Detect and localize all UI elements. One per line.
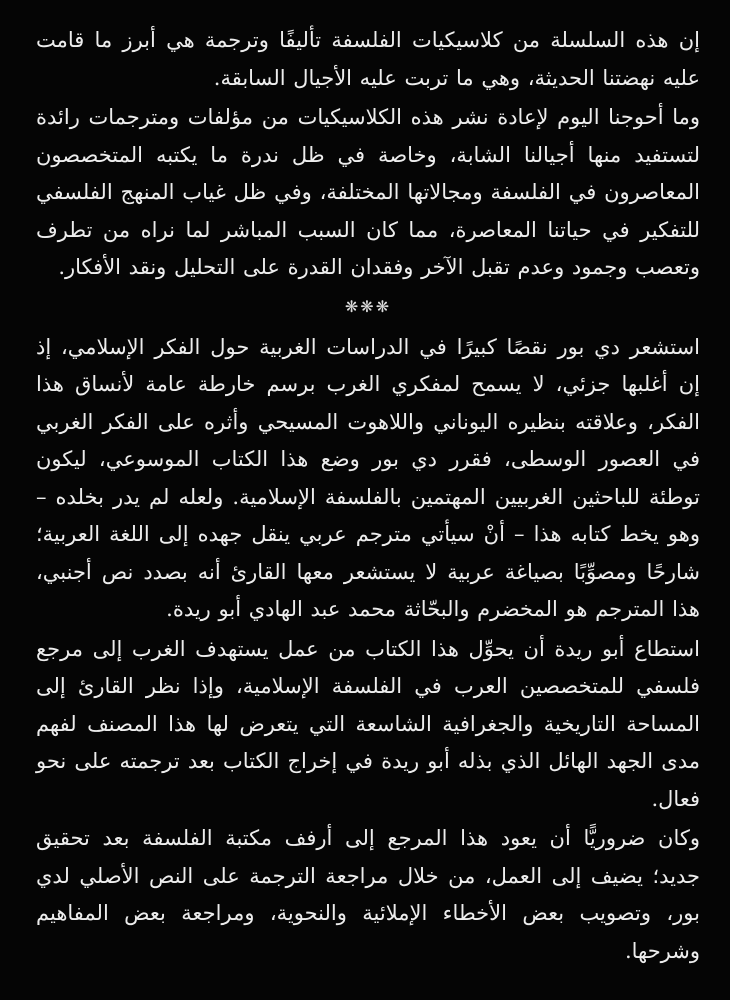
body-paragraph-3: وكان ضروريًّا أن يعود هذا المرجع إلى أرفف مكتبة الفلسفة بعد تحقيق جديد؛ يضيف إلى العمل، من خلال مراجعة الترجمة على النص الأصلي لدي بور، وتصويب بعض الأخطاء الإملائية والنحوية، ومراجعة بعض المفاهيم وشرحها. [36, 826, 700, 963]
body-paragraph-1: استشعر دي بور نقصًا كبيرًا في الدراسات الغربية حول الفكر الإسلامي، إذ إن أغلبها جزئي، لا يسمح لمفكري الغرب برسم خارطة عامة لأنساق هذا الفكر، وعلاقته بنظيره اليوناني واللاهوت المسيحي وأثره على الفكر الغربي في العصور الوسطى، فقرر دي بور وضع هذا الكتاب الموسوعي، ليكون توطئة للباحثين الغربيين المهتمين بالفلسفة الإسلامية. ولعله لم يدر بخلده – وهو يخط كتابه هذا – أنْ سيأتي مترجم عربي ينقل جهده إلى اللغة العربية؛ شارحًا ومصوِّبًا بصياغة عربية لا يستشعر معها القارئ أنه بصدد نص أجنبي، هذا المترجم هو المخضرم والبحّاثة محمد عبد الهادي أبو ريدة. [36, 334, 700, 621]
body-paragraph-2: استطاع أبو ريدة أن يحوِّل هذا الكتاب من عمل يستهدف الغرب إلى مرجع فلسفي للمتخصصين العرب في الفلسفة الإسلامية، وإذا نظر القارئ إلى المساحة التاريخية والجغرافية الشاسعة التي يتعرض لها هذا المصنف لفهم مدى الجهد الهائل الذي بذله أبو ريدة في إخراج الكتاب بعد ترجمته على نحو فعال. [36, 636, 700, 811]
intro-paragraph-2: وما أحوجنا اليوم لإعادة نشر هذه الكلاسيكيات من مؤلفات ومترجمات رائدة لتستفيد منها أجيالنا الشابة، وخاصة في ظل ندرة ما يكتبه المتخصصون المعاصرون في الفلسفة ومجالاتها المختلفة، وفي ظل غياب المنهج الفلسفي للتفكير في حياتنا المعاصرة، مما كان السبب المباشر لما نراه من تطرف وتعصب وجمود وعدم تقبل الآخر وفقدان القدرة على التحليل ونقد الأفكار. [36, 105, 700, 279]
intro-paragraph-1: إن هذه السلسلة من كلاسيكيات الفلسفة تأليفًا وترجمة هي أبرز ما قامت عليه نهضتنا الحديثة، وهي ما تربت عليه الأجيال السابقة. [36, 28, 700, 90]
section-separator-asterisks: ❋❋❋ [344, 296, 392, 316]
